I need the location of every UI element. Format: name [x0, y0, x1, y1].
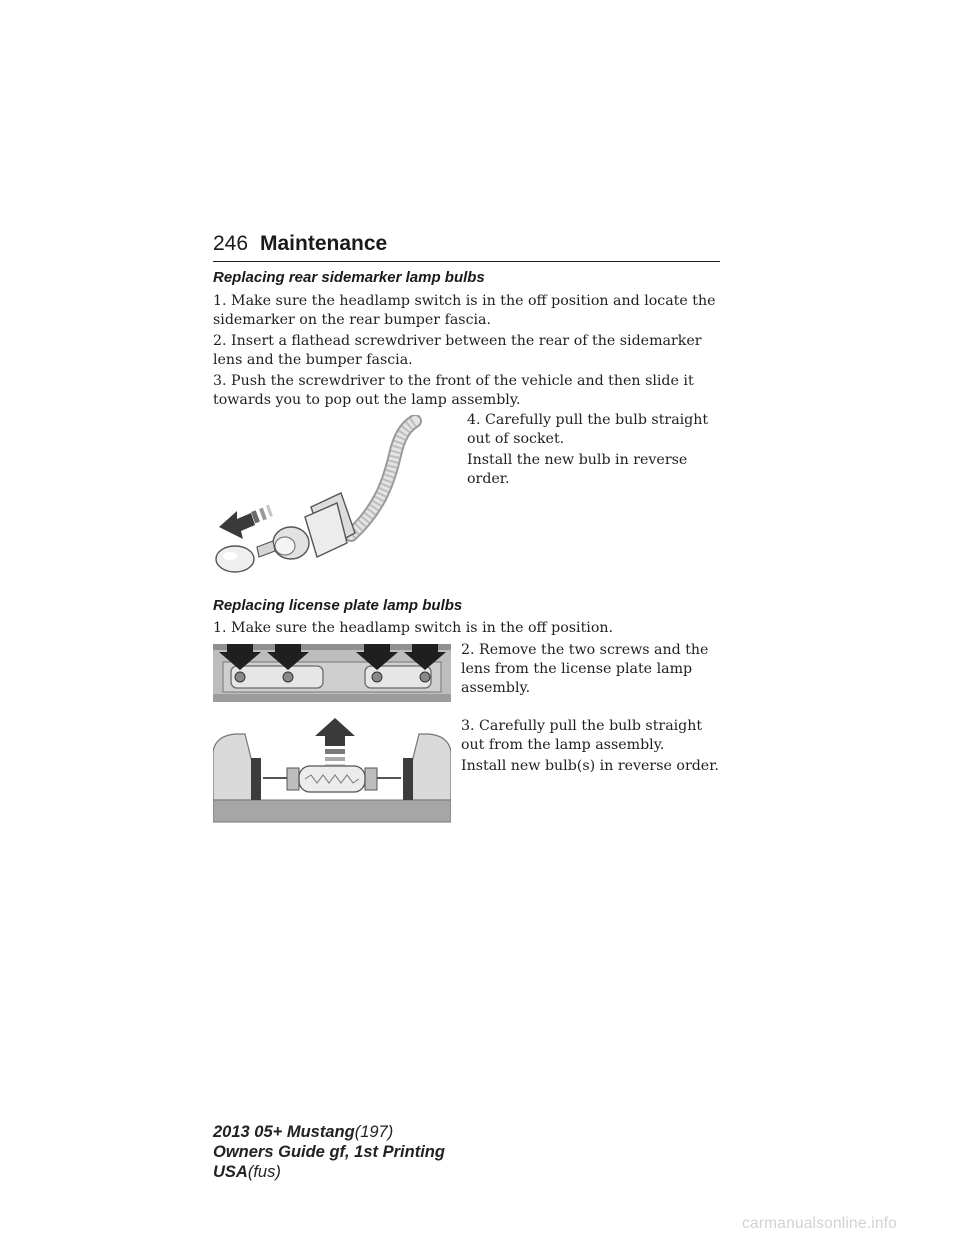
footer-line-3 [213, 1162, 445, 1182]
footer-model: 2013 05+ Mustang [213, 1123, 355, 1141]
license-heading: Replacing license plate lamp bulbs [213, 597, 463, 614]
license-lamp-screws-illustration [213, 640, 451, 704]
footer-region: USA [213, 1163, 248, 1181]
sidemarker-step-2: 2. Insert a flathead screwdriver between the rear of the sidemarker lens and the bumper fascia. [213, 333, 702, 368]
sidemarker-step-3: 3. Push the screwdriver to the front of the vehicle and then slide it towards you to pop out the lamp assembly. [213, 373, 694, 408]
license-install: Install new bulb(s) in reverse order. [461, 758, 719, 774]
page-number: 246 [213, 232, 249, 255]
sidemarker-install: Install the new bulb in reverse order. [467, 452, 688, 487]
page-header [213, 230, 720, 262]
sidemarker-step-4: 4. Carefully pull the bulb straight out of socket. [467, 412, 709, 447]
license-step-3: 3. Carefully pull the bulb straight out from the lamp assembly. [461, 718, 703, 753]
footer-model-code: (197) [354, 1123, 394, 1141]
footer-guide: Owners Guide gf, 1st Printing [213, 1143, 445, 1161]
document-footer [213, 1122, 445, 1182]
sidemarker-bulb-illustration [213, 415, 458, 590]
license-step-1: 1. Make sure the headlamp switch is in the off position. [213, 620, 614, 636]
footer-region-code: (fus) [247, 1163, 281, 1181]
watermark: carmanualsonline.info [742, 1215, 897, 1232]
section-title: Maintenance [260, 232, 388, 255]
sidemarker-heading: Replacing rear sidemarker lamp bulbs [213, 269, 485, 286]
license-step-2: 2. Remove the two screws and the lens from the license plate lamp assembly. [461, 642, 709, 696]
license-bulb-pull-illustration [213, 716, 451, 824]
sidemarker-step-1: 1. Make sure the headlamp switch is in the off position and locate the sidemarker on the rear bumper fascia. [213, 293, 716, 328]
footer-line-1 [213, 1122, 445, 1142]
